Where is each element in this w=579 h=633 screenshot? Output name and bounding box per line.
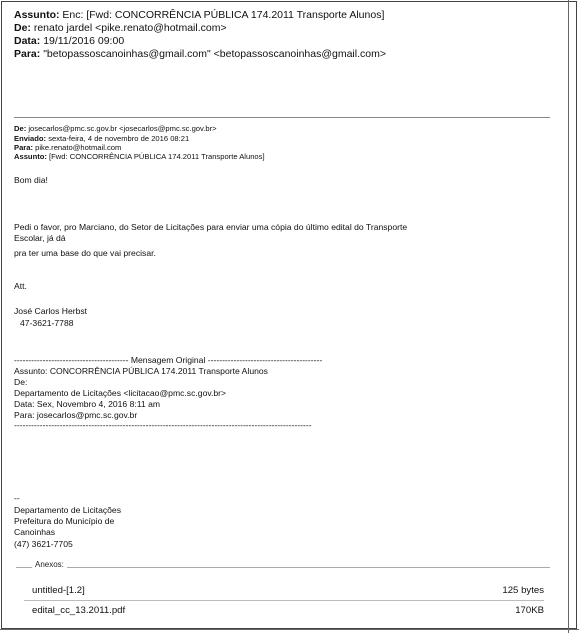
original-end-divider: -------------------------------------------------------------------------------------------------------- bbox=[14, 420, 312, 430]
header-to-value: "betopassoscanoinhas@gmail.com" <betopassoscanoinhas@gmail.com> bbox=[43, 48, 386, 60]
header-from-label: De: bbox=[14, 22, 31, 34]
forward-from-value: josecarlos@pmc.sc.gov.br <josecarlos@pmc.sc.gov.br> bbox=[28, 124, 217, 133]
message-paragraph-line-1: Pedi o favor, pro Marciano, do Setor de Licitações para enviar uma cópia do último edital do Transporte bbox=[14, 222, 408, 232]
attachments-label: Anexos: bbox=[32, 560, 67, 570]
original-message-divider: ---------------------------------------- Mensagem Original ---------------------------------------- bbox=[14, 355, 323, 365]
signature-phone: 47-3621-7788 bbox=[20, 318, 74, 328]
forward-to-label: Para: bbox=[14, 143, 33, 152]
signature-name: José Carlos Herbst bbox=[14, 306, 88, 316]
header-from bbox=[14, 22, 227, 35]
header-date-label: Data: bbox=[14, 35, 41, 47]
original-from-label: De: bbox=[14, 377, 28, 387]
attachment-row[interactable] bbox=[24, 582, 544, 599]
header-from-value: renato jardel <pike.renato@hotmail.com> bbox=[33, 22, 227, 34]
original-date: Data: Sex, Novembro 4, 2016 8:11 am bbox=[14, 399, 161, 409]
original-subject: Assunto: CONCORRÊNCIA PÚBLICA 174.2011 Transporte Alunos bbox=[14, 366, 268, 376]
signature-line-2: Prefeitura do Município de bbox=[14, 516, 115, 526]
header-subject-label: Assunto: bbox=[14, 9, 60, 21]
attachment-name[interactable]: edital_cc_13.2011.pdf bbox=[32, 605, 126, 616]
attachment-divider bbox=[24, 600, 544, 601]
forward-subject-value: [Fwd: CONCORRÊNCIA PÚBLICA 174.2011 Transporte Alunos] bbox=[49, 152, 265, 161]
header-subject bbox=[14, 9, 384, 22]
original-to: Para: josecarlos@pmc.sc.gov.br bbox=[14, 410, 138, 420]
frame-edge-right bbox=[568, 0, 569, 633]
forward-from-label: De: bbox=[14, 124, 27, 133]
header-date bbox=[14, 35, 124, 48]
forward-subject-label: Assunto: bbox=[14, 152, 47, 161]
message-closing: Att. bbox=[14, 281, 27, 291]
attachment-row[interactable] bbox=[24, 602, 544, 619]
header-subject-value: Enc: [Fwd: CONCORRÊNCIA PÚBLICA 174.2011 Transporte Alunos] bbox=[62, 9, 385, 21]
forward-to-value: pike.renato@hotmail.com bbox=[35, 143, 122, 152]
forward-sent-label: Enviado: bbox=[14, 134, 47, 143]
message-greeting: Bom dia! bbox=[14, 175, 48, 185]
frame-edge-bottom bbox=[0, 629, 579, 630]
header-to-label: Para: bbox=[14, 48, 41, 60]
email-print-frame bbox=[1, 1, 577, 629]
signature-dashes: -- bbox=[14, 493, 20, 503]
original-from-value: Departamento de Licitações <licitacao@pmc.sc.gov.br> bbox=[14, 388, 227, 398]
signature-line-3: Canoinhas bbox=[14, 527, 56, 537]
header-to bbox=[14, 48, 386, 61]
message-paragraph-line-2: Escolar, já dá bbox=[14, 233, 66, 243]
header-date-value: 19/11/2016 09:00 bbox=[43, 35, 125, 47]
forward-from bbox=[14, 124, 217, 134]
attachment-size: 170KB bbox=[515, 605, 544, 616]
header-separator bbox=[14, 117, 550, 118]
message-paragraph-line-3: pra ter uma base do que vai precisar. bbox=[14, 248, 156, 258]
attachment-name[interactable]: untitled-[1.2] bbox=[32, 585, 85, 596]
forward-subject bbox=[14, 152, 265, 162]
signature-line-1: Departamento de Licitações bbox=[14, 505, 122, 515]
attachment-size: 125 bytes bbox=[502, 585, 544, 596]
signature-line-4: (47) 3621-7705 bbox=[14, 539, 73, 549]
forward-sent-value: sexta-feira, 4 de novembro de 2016 08:21 bbox=[48, 134, 190, 143]
